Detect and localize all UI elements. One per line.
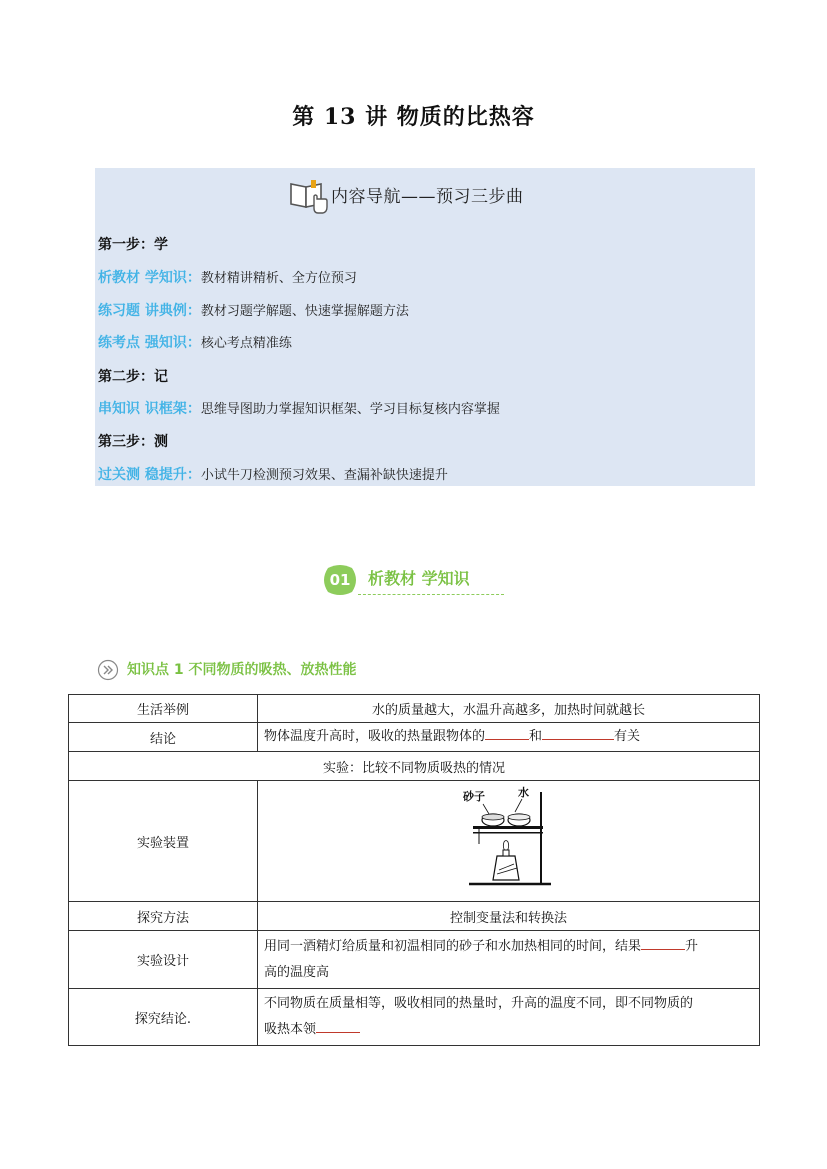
conclusion-text-c: 有关	[614, 729, 641, 744]
row-value	[258, 723, 760, 752]
sand-label: 砂子	[462, 790, 485, 803]
row-value: 控制变量法和转换法	[258, 902, 760, 931]
nav-header	[95, 174, 755, 214]
table-row	[69, 931, 760, 989]
nav-row-key: 练考点 强知识：	[98, 335, 201, 351]
design-text-b: 升	[685, 938, 699, 954]
nav-row-5	[98, 464, 448, 484]
step-2-heading: 第二步：记	[98, 369, 168, 385]
step-3-heading: 第三步：测	[98, 434, 168, 450]
nav-title: 内容导航——预习三步曲	[331, 187, 524, 207]
table-row	[69, 781, 760, 902]
nav-row-1	[98, 267, 357, 287]
nav-row-4	[98, 398, 500, 418]
nav-row-key: 过关测 稳提升：	[98, 467, 201, 483]
row-span-heading: 实验：比较不同物质吸热的情况	[69, 752, 760, 781]
book-hand-icon	[287, 174, 329, 216]
row-value	[258, 989, 760, 1046]
row-label: 探究方法	[69, 902, 258, 931]
nav-row-value: 思维导图助力掌握知识框架、学习目标复核内容掌握	[200, 402, 500, 417]
row-value	[258, 781, 760, 902]
chevron-circle-icon	[97, 659, 119, 681]
answer-blank[interactable]	[485, 725, 529, 740]
nav-row-key: 练习题 讲典例：	[98, 303, 201, 319]
conclusion-text-a: 物体温度升高时，吸收的热量跟物体的	[264, 729, 486, 744]
row-label: 实验装置	[69, 781, 258, 902]
conclusion-text-b: 和	[529, 729, 543, 744]
step-1-heading: 第一步：学	[98, 237, 168, 253]
design-text-a: 用同一酒精灯给质量和初温相同的砂子和水加热相同的时间，结果	[264, 938, 642, 954]
nav-row-key: 析教材 学知识：	[98, 270, 201, 286]
nav-row-value: 核心考点精准练	[200, 336, 292, 351]
content-navigation-box	[95, 168, 755, 486]
section-badge	[322, 562, 522, 598]
nav-row-value: 教材精讲精析、全方位预习	[200, 271, 357, 286]
water-label: 水	[517, 786, 529, 799]
row-label: 生活举例	[69, 695, 258, 723]
nav-row-3	[98, 332, 292, 352]
row-label: 探究结论.	[69, 989, 258, 1046]
experiment-table	[68, 694, 760, 1046]
result-text-b: 吸热本领	[264, 1022, 317, 1037]
nav-row-value: 小试牛刀检测预习效果、查漏补缺快速提升	[200, 468, 448, 483]
nav-row-2	[98, 300, 409, 320]
result-text-a: 不同物质在质量相等，吸收相同的热量时，升高的温度不同，即不同物质的	[264, 996, 694, 1011]
experiment-apparatus-figure	[459, 784, 559, 894]
table-row	[69, 902, 760, 931]
section-number: 01	[329, 571, 351, 589]
table-row	[69, 723, 760, 752]
section-title: 析教材 学知识	[368, 569, 470, 588]
answer-blank[interactable]	[641, 935, 685, 950]
table-row	[69, 752, 760, 781]
section-underline	[358, 594, 504, 595]
page-title: 第 13 讲 物质的比热容	[292, 104, 535, 130]
nav-row-key: 串知识 识框架：	[98, 401, 201, 417]
row-label: 实验设计	[69, 931, 258, 989]
row-value	[258, 931, 760, 989]
nav-row-value: 教材习题学解题、快速掌握解题方法	[200, 304, 409, 319]
row-value: 水的质量越大，水温升高越多，加热时间就越长	[258, 695, 760, 723]
row-label: 结论	[69, 723, 258, 752]
design-text-c: 高的温度高	[264, 964, 330, 980]
answer-blank[interactable]	[542, 725, 614, 740]
table-row	[69, 989, 760, 1046]
knowledge-point-title: 知识点 1 不同物质的吸热、放热性能	[127, 662, 357, 678]
table-row	[69, 695, 760, 723]
answer-blank[interactable]	[316, 1018, 360, 1033]
